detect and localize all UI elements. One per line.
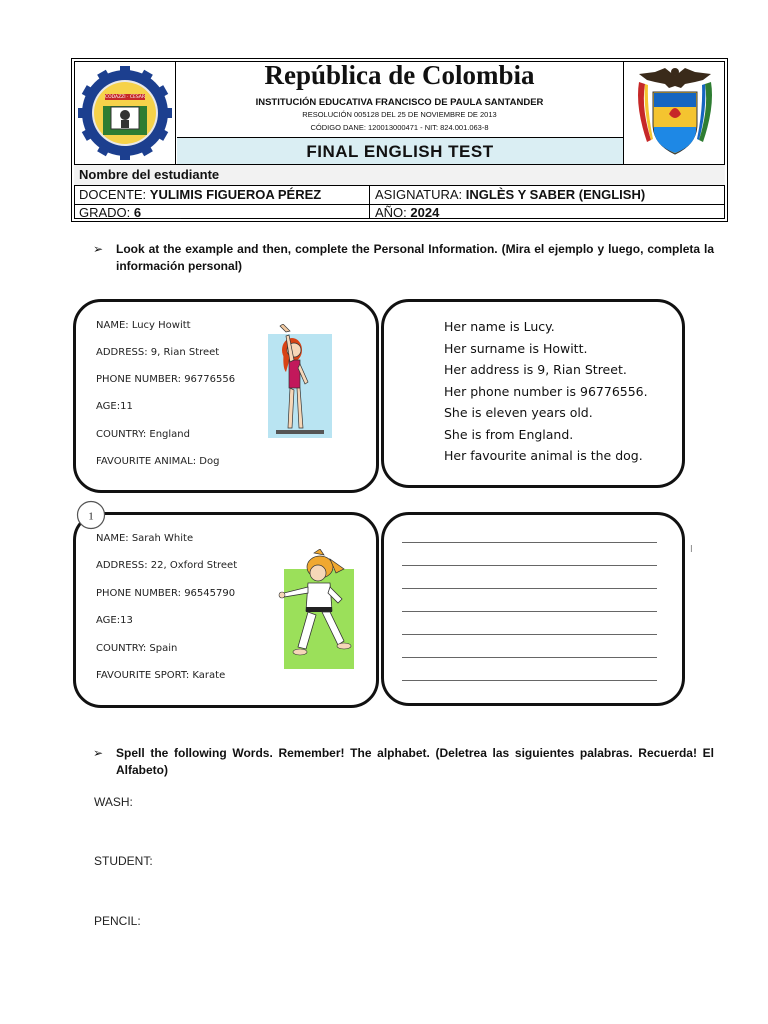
asignatura-value: INGLÈS Y SABER (ENGLISH) bbox=[465, 187, 646, 202]
asignatura-label: ASIGNATURA: bbox=[375, 187, 463, 202]
spell-word-wash: WASH: bbox=[94, 795, 133, 809]
test-title: FINAL ENGLISH TEST bbox=[177, 137, 623, 164]
example-field-animal: FAVOURITE ANIMAL: Dog bbox=[96, 456, 220, 467]
colombia-crest-icon bbox=[625, 62, 725, 162]
example-sentences-card bbox=[381, 299, 685, 488]
resolution-text: RESOLUCIÓN 005128 DEL 25 DE NOVIEMBRE DE 2013 bbox=[302, 110, 497, 119]
example-sentence: Her phone number is 96776556. bbox=[444, 383, 648, 399]
grade-cell bbox=[79, 205, 181, 221]
answer-line[interactable] bbox=[402, 657, 657, 658]
grado-value: 6 _____ bbox=[133, 205, 181, 220]
example-field-country: COUNTRY: England bbox=[96, 429, 190, 440]
student-name-row bbox=[74, 164, 725, 185]
example-sentence: She is eleven years old. bbox=[444, 405, 593, 420]
instruction-spell-words: Spell the following Words. Remember! The alphabet. (Deletrea las siguientes palabras. Recuerda! El Alfabeto) bbox=[116, 746, 714, 777]
exercise-field-address: ADDRESS: 22, Oxford Street bbox=[96, 560, 238, 571]
example-field-phone: PHONE NUMBER: 96776556 bbox=[96, 374, 236, 385]
ano-value: 2024 bbox=[410, 205, 440, 220]
student-name-label: Nombre del estudiante bbox=[79, 167, 220, 182]
bullet-arrow-icon: ➢ bbox=[93, 746, 104, 760]
spell-word-student: STUDENT: bbox=[94, 854, 153, 868]
subject-cell bbox=[369, 186, 645, 204]
example-sentence: Her address is 9, Rian Street. bbox=[444, 362, 627, 377]
exercise-number: 1 bbox=[88, 510, 94, 523]
answer-line[interactable] bbox=[402, 588, 657, 589]
example-sentence: Her surname is Howitt. bbox=[444, 340, 588, 356]
answer-line[interactable] bbox=[402, 565, 657, 566]
girl-gymnast-illustration bbox=[264, 324, 336, 442]
example-field-name: NAME: Lucy Howitt bbox=[96, 320, 191, 331]
year-cell bbox=[369, 205, 439, 219]
grado-label: GRADO: bbox=[79, 205, 131, 220]
ano-label: AÑO: bbox=[375, 205, 407, 220]
page-title: República de Colombia bbox=[264, 60, 535, 90]
exercise-answer-card bbox=[381, 512, 685, 706]
exercise-field-country: COUNTRY: Spain bbox=[96, 643, 178, 654]
exercise-field-name: NAME: Sarah White bbox=[96, 533, 194, 544]
colombia-crest-cell bbox=[623, 61, 725, 164]
example-sentence: Her favourite animal is the dog. bbox=[444, 448, 643, 463]
answer-line[interactable] bbox=[402, 542, 657, 543]
spell-word-pencil: PENCIL: bbox=[94, 914, 141, 928]
answer-line[interactable] bbox=[402, 680, 657, 681]
example-sentence: Her name is Lucy. bbox=[444, 319, 555, 334]
grade-row bbox=[74, 204, 725, 219]
school-logo-cell bbox=[74, 61, 176, 164]
example-field-age: AGE:11 bbox=[96, 401, 133, 412]
answer-line[interactable] bbox=[402, 634, 657, 635]
institution-name: INSTITUCIÓN EDUCATIVA FRANCISCO DE PAULA SANTANDER bbox=[255, 97, 544, 108]
answer-line[interactable] bbox=[402, 611, 657, 612]
example-field-address: ADDRESS: 9, Rian Street bbox=[96, 347, 220, 358]
docente-value: YULIMIS FIGUEROA PÉREZ bbox=[149, 187, 322, 202]
instruction-personal-info: Look at the example and then, complete the Personal Information. (Mira el ejemplo y luego, completa la información personal) bbox=[116, 242, 714, 273]
exercise-field-age: AGE:13 bbox=[96, 615, 133, 626]
bullet-arrow-icon: ➢ bbox=[93, 242, 104, 256]
exercise-field-phone: PHONE NUMBER: 96545790 bbox=[96, 588, 236, 599]
example-sentence: She is from England. bbox=[444, 426, 574, 442]
girl-karate-illustration bbox=[276, 549, 360, 673]
teacher-row bbox=[74, 185, 725, 204]
exercise-field-sport: FAVOURITE SPORT: Karate bbox=[96, 670, 226, 681]
exercise-info-card bbox=[73, 512, 379, 708]
teacher-cell bbox=[79, 186, 321, 204]
codes-text: CÓDIGO DANE: 120013000471 - NIT: 824.001.063-8 bbox=[310, 123, 489, 132]
school-logo bbox=[75, 62, 175, 162]
exercise-number-badge bbox=[76, 500, 106, 530]
side-mark: I bbox=[690, 544, 693, 555]
example-info-card bbox=[73, 299, 379, 493]
docente-label: DOCENTE: bbox=[79, 187, 147, 202]
logo-text: CODAZZI · CESAR bbox=[104, 95, 146, 100]
